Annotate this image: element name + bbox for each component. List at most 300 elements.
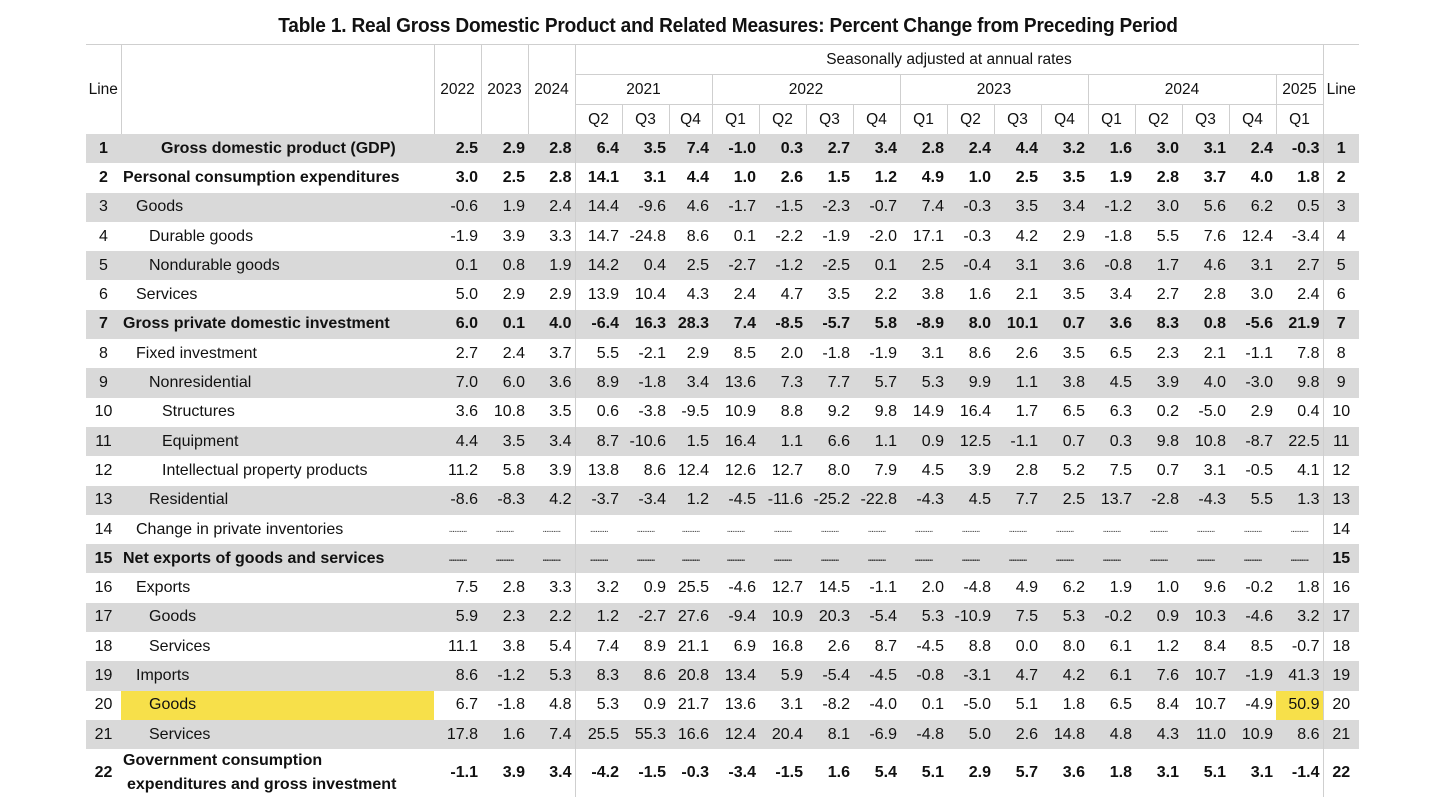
value-cell: 6.0 [481, 368, 528, 397]
value-cell: 2.3 [1156, 344, 1179, 362]
value-cell: 0.9 [900, 427, 947, 456]
value-cell: -1.5 [759, 193, 806, 222]
value-cell: -11.6 [759, 486, 806, 515]
value-cell: 55.3 [622, 720, 669, 749]
value-cell: 11.1 [448, 637, 478, 655]
row-label-text: Services [149, 725, 211, 743]
value-cell: 10.7 [1182, 661, 1229, 690]
value-cell: 6.2 [1229, 193, 1276, 222]
row-label [121, 544, 434, 573]
value-cell: 1.6 [481, 720, 528, 749]
value-cell: -3.0 [1229, 368, 1276, 397]
annual-year-header: 2023 [481, 45, 528, 135]
row-label-text: Goods [149, 696, 197, 714]
value-cell: 4.9 [921, 168, 944, 186]
table-row [86, 368, 1359, 397]
value-cell: -5.4 [853, 603, 900, 632]
value-cell: -4.0 [869, 696, 897, 714]
value-cell: 10.9 [724, 403, 756, 421]
value-cell: 12.7 [771, 461, 803, 479]
value-cell: 1.7 [1135, 251, 1182, 280]
value-cell: 0.4 [1297, 403, 1320, 421]
value-cell: 2.6 [780, 168, 803, 186]
value-cell: 2.6 [1015, 344, 1038, 362]
value-cell: 5.3 [900, 603, 947, 632]
value-cell: -1.8 [497, 696, 525, 714]
value-cell: 3.4 [1109, 286, 1132, 304]
value-cell: 1.6 [1088, 134, 1135, 163]
row-label-text: Gross private domestic investment [123, 315, 390, 333]
line-number-right: 3 [1323, 193, 1359, 222]
empty-cell-dots: .......... [575, 515, 622, 544]
value-cell: 8.8 [968, 637, 991, 655]
value-cell: 2.7 [1276, 251, 1323, 280]
value-cell: 2.5 [669, 251, 712, 280]
year-group-header: 2025 [1276, 75, 1323, 105]
quarter-header: Q3 [994, 105, 1041, 135]
value-cell: 5.3 [1041, 603, 1088, 632]
value-cell: -4.8 [900, 720, 947, 749]
value-cell: 1.9 [528, 251, 575, 280]
row-label-text: Nondurable goods [149, 256, 280, 274]
value-cell: 2.4 [502, 344, 525, 362]
value-cell: 2.5 [434, 134, 481, 163]
value-cell: -10.6 [622, 427, 669, 456]
value-cell: 3.9 [549, 461, 572, 479]
value-cell: 27.6 [669, 603, 712, 632]
empty-cell-dots: .......... [1102, 524, 1121, 535]
table-row [86, 134, 1359, 163]
value-cell: 4.7 [780, 286, 803, 304]
value-cell: 2.3 [481, 603, 528, 632]
empty-cell-dots: .......... [900, 544, 947, 573]
row-label-text: Residential [149, 491, 229, 509]
value-cell: -1.1 [450, 764, 478, 782]
value-cell: -4.6 [1229, 603, 1276, 632]
value-cell: 0.4 [622, 251, 669, 280]
value-cell: 2.0 [780, 344, 803, 362]
value-cell: -8.2 [822, 696, 850, 714]
row-label-text: Net exports of goods and services [123, 549, 385, 567]
empty-cell-dots: .......... [622, 544, 669, 573]
value-cell: 10.4 [634, 286, 666, 304]
value-cell: -22.8 [853, 486, 900, 515]
value-cell: 2.9 [1250, 403, 1273, 421]
value-cell: -5.6 [1229, 310, 1276, 339]
quarter-header: Q4 [669, 105, 712, 135]
table-header [86, 45, 1359, 135]
quarter-header: Q1 [1276, 105, 1323, 135]
value-cell: 3.1 [994, 251, 1041, 280]
row-label [121, 573, 434, 602]
value-cell: 8.8 [780, 403, 803, 421]
value-cell: -4.6 [728, 579, 756, 597]
empty-cell-dots: .......... [994, 544, 1041, 573]
value-cell: 7.9 [874, 461, 897, 479]
value-cell: 4.5 [1088, 368, 1135, 397]
value-cell: 3.6 [528, 368, 575, 397]
value-cell: -2.2 [775, 227, 803, 245]
value-cell: 13.9 [575, 280, 622, 309]
value-cell: -0.4 [947, 251, 994, 280]
value-cell: 8.4 [1156, 696, 1179, 714]
value-cell: 0.1 [733, 227, 756, 245]
value-cell: 2.7 [806, 134, 853, 163]
value-cell: -0.8 [900, 661, 947, 690]
value-cell: 3.6 [1041, 251, 1088, 280]
value-cell: 6.6 [806, 427, 853, 456]
value-cell: 1.2 [1156, 637, 1179, 655]
empty-cell-dots: .......... [820, 524, 839, 535]
value-cell: 4.2 [1015, 227, 1038, 245]
value-cell: 5.1 [1203, 764, 1226, 782]
line-number: 15 [86, 544, 121, 573]
line-number: 2 [99, 168, 108, 186]
year-group-header: 2023 [900, 75, 1088, 105]
quarter-header: Q3 [1182, 105, 1229, 135]
value-cell: 2.2 [874, 286, 897, 304]
value-cell: 1.7 [1015, 403, 1038, 421]
value-cell: -2.1 [638, 344, 666, 362]
value-cell: 12.4 [712, 720, 759, 749]
table-row [86, 427, 1359, 456]
quarter-header: Q4 [1041, 105, 1088, 135]
value-cell: 25.5 [677, 579, 709, 597]
value-cell: 3.5 [1062, 168, 1085, 186]
quarter-header: Q1 [900, 105, 947, 135]
value-cell: -8.6 [434, 486, 481, 515]
value-cell: -3.4 [622, 486, 669, 515]
value-cell: 13.6 [724, 696, 756, 714]
value-cell: 8.6 [434, 661, 481, 690]
value-cell: 0.7 [1156, 461, 1179, 479]
row-label-text: Equipment [162, 432, 239, 450]
value-cell: 0.1 [434, 251, 481, 280]
row-label [121, 398, 434, 427]
value-cell: -5.7 [806, 310, 853, 339]
value-cell: 0.8 [1182, 310, 1229, 339]
value-cell: -3.8 [638, 403, 666, 421]
value-cell: 2.0 [921, 579, 944, 597]
value-cell: 4.6 [1182, 251, 1229, 280]
value-cell: -1.2 [481, 661, 528, 690]
value-cell: 12.6 [724, 461, 756, 479]
empty-cell-dots: .......... [1055, 524, 1074, 535]
value-cell: 0.6 [575, 398, 622, 427]
value-cell: 9.6 [1203, 579, 1226, 597]
value-cell: 2.4 [733, 286, 756, 304]
value-cell: 1.8 [1109, 764, 1132, 782]
value-cell: 14.4 [575, 193, 622, 222]
value-cell: -1.1 [1245, 344, 1273, 362]
value-cell: -0.6 [434, 193, 481, 222]
empty-cell-dots: .......... [712, 544, 759, 573]
value-cell: 5.7 [1015, 764, 1038, 782]
row-label [121, 486, 434, 515]
value-cell: 2.4 [947, 134, 994, 163]
label-header-blank [121, 45, 434, 135]
value-cell: 0.9 [643, 696, 666, 714]
value-cell: 2.9 [968, 764, 991, 782]
value-cell: 8.6 [686, 227, 709, 245]
line-number-right: 9 [1323, 368, 1359, 397]
line-number: 12 [94, 461, 113, 479]
value-cell: 10.1 [994, 310, 1041, 339]
line-number-right: 16 [1323, 573, 1359, 602]
value-cell: 5.0 [455, 286, 478, 304]
value-cell: 9.8 [1276, 368, 1323, 397]
row-label-text: Fixed investment [136, 344, 257, 362]
row-label [121, 603, 434, 632]
value-cell: 11.0 [1182, 720, 1229, 749]
value-cell: 5.4 [874, 764, 897, 782]
value-cell: 21.7 [677, 696, 709, 714]
value-cell: 1.6 [968, 286, 991, 304]
value-cell: 4.0 [1182, 368, 1229, 397]
value-cell: 1.3 [1276, 486, 1323, 515]
quarter-header: Q2 [575, 105, 622, 135]
value-cell: 1.2 [669, 486, 712, 515]
value-cell: 6.7 [455, 696, 478, 714]
value-cell: 14.5 [818, 579, 850, 597]
value-cell: -8.9 [900, 310, 947, 339]
empty-cell-dots: .......... [726, 524, 745, 535]
value-cell: 7.5 [994, 603, 1041, 632]
line-number-right: 13 [1323, 486, 1359, 515]
empty-cell-dots: .......... [542, 524, 561, 535]
table-row [86, 632, 1359, 661]
empty-cell-dots: .......... [867, 524, 886, 535]
empty-cell-dots: .......... [1041, 544, 1088, 573]
value-cell: 14.7 [575, 222, 622, 251]
value-cell: 3.5 [549, 403, 572, 421]
table-row [86, 222, 1359, 251]
value-cell: 5.3 [575, 691, 622, 720]
value-cell: 1.0 [1156, 579, 1179, 597]
line-number-right: 7 [1323, 310, 1359, 339]
value-cell: 3.9 [968, 461, 991, 479]
value-cell: 2.1 [1203, 344, 1226, 362]
quarter-header: Q4 [1229, 105, 1276, 135]
value-cell: 8.5 [1250, 637, 1273, 655]
value-cell: -9.6 [622, 193, 669, 222]
value-cell: -1.2 [759, 251, 806, 280]
line-number: 9 [86, 368, 121, 397]
value-cell: -24.8 [629, 227, 666, 245]
line-number: 1 [86, 134, 121, 163]
value-cell: 10.9 [1229, 720, 1276, 749]
value-cell: 17.8 [434, 720, 481, 749]
value-cell: -0.5 [1245, 461, 1273, 479]
value-cell: 10.8 [1182, 427, 1229, 456]
value-cell: 0.7 [1041, 310, 1088, 339]
value-cell: 50.9 [1276, 691, 1323, 720]
table-title: Table 1. Real Gross Domestic Product and Related Measures: Percent Change from Preceding Period [278, 14, 1178, 37]
value-cell: 0.1 [921, 696, 944, 714]
value-cell: 7.4 [712, 310, 759, 339]
value-cell: 5.8 [502, 461, 525, 479]
empty-cell-dots: .......... [1276, 544, 1323, 573]
row-label-text: Change in private inventories [136, 520, 344, 538]
value-cell: 3.5 [1062, 286, 1085, 304]
value-cell: 7.6 [1135, 661, 1182, 690]
value-cell: -9.5 [681, 403, 709, 421]
value-cell: 7.8 [1297, 344, 1320, 362]
value-cell: 5.6 [1182, 193, 1229, 222]
value-cell: 7.6 [1203, 227, 1226, 245]
value-cell: 3.3 [549, 227, 572, 245]
table-row [86, 661, 1359, 690]
value-cell: 20.8 [669, 661, 712, 690]
value-cell: 14.2 [575, 251, 622, 280]
value-cell: -1.9 [822, 227, 850, 245]
value-cell: 2.8 [502, 579, 525, 597]
value-cell: 4.2 [1041, 661, 1088, 690]
table-row [86, 163, 1359, 192]
value-cell: -4.3 [900, 486, 947, 515]
value-cell: 4.5 [947, 486, 994, 515]
quarter-header: Q2 [1135, 105, 1182, 135]
year-group-header: 2024 [1088, 75, 1276, 105]
line-number: 22 [94, 764, 113, 782]
row-label-line1: Government consumption [123, 752, 323, 770]
value-cell: 2.8 [1015, 461, 1038, 479]
table-row [86, 339, 1359, 368]
table-row [86, 573, 1359, 602]
value-cell: 2.5 [1015, 168, 1038, 186]
value-cell: 20.4 [759, 720, 806, 749]
value-cell: -0.8 [1088, 251, 1135, 280]
value-cell: 12.5 [947, 427, 994, 456]
value-cell: 2.1 [1015, 286, 1038, 304]
value-cell: 5.9 [759, 661, 806, 690]
row-label [121, 632, 434, 661]
value-cell: 3.1 [1156, 764, 1179, 782]
value-cell: 5.2 [1062, 461, 1085, 479]
value-cell: 2.5 [502, 168, 525, 186]
value-cell: -0.7 [853, 193, 900, 222]
value-cell: -1.8 [822, 344, 850, 362]
value-cell: 3.7 [1203, 168, 1226, 186]
value-cell: 8.0 [1062, 637, 1085, 655]
quarter-header: Q2 [759, 105, 806, 135]
value-cell: -1.8 [1104, 227, 1132, 245]
value-cell: 10.9 [759, 603, 806, 632]
value-cell: 11.2 [448, 461, 478, 479]
value-cell: 1.5 [669, 427, 712, 456]
empty-cell-dots: .......... [434, 544, 481, 573]
value-cell: 25.5 [575, 720, 622, 749]
value-cell: 3.6 [455, 403, 478, 421]
gdp-table [86, 44, 1359, 797]
value-cell: 2.5 [900, 251, 947, 280]
value-cell: 2.6 [994, 720, 1041, 749]
value-cell: 3.4 [549, 764, 572, 782]
row-label-text: Exports [136, 579, 191, 597]
value-cell: 3.6 [1088, 310, 1135, 339]
value-cell: 0.2 [1156, 403, 1179, 421]
line-number: 14 [94, 520, 113, 538]
value-cell: -2.3 [806, 193, 853, 222]
value-cell: 5.3 [900, 368, 947, 397]
value-cell: 0.3 [759, 134, 806, 163]
empty-cell-dots: .......... [669, 544, 712, 573]
row-label-text: Imports [136, 666, 190, 684]
value-cell: 4.2 [528, 486, 575, 515]
value-cell: 7.7 [994, 486, 1041, 515]
value-cell: 7.4 [900, 193, 947, 222]
value-cell: 5.5 [575, 339, 622, 368]
line-number-right: 20 [1323, 691, 1359, 720]
row-label [121, 456, 434, 485]
value-cell: -1.0 [712, 134, 759, 163]
value-cell: -4.9 [1245, 696, 1273, 714]
value-cell: 3.4 [853, 134, 900, 163]
line-number-right: 15 [1323, 544, 1359, 573]
table-row [86, 456, 1359, 485]
empty-cell-dots: .......... [448, 524, 467, 535]
value-cell: -0.3 [1276, 134, 1323, 163]
value-cell: -10.9 [947, 603, 994, 632]
value-cell: -1.2 [1088, 193, 1135, 222]
table-row [86, 486, 1359, 515]
value-cell: 17.1 [912, 227, 944, 245]
value-cell: -8.7 [1229, 427, 1276, 456]
empty-cell-dots: .......... [806, 544, 853, 573]
value-cell: -1.9 [450, 227, 478, 245]
value-cell: -2.5 [806, 251, 853, 280]
value-cell: 3.0 [455, 168, 478, 186]
value-cell: 0.9 [643, 579, 666, 597]
table-row [86, 398, 1359, 427]
value-cell: 4.4 [994, 134, 1041, 163]
line-number: 18 [94, 637, 113, 655]
empty-cell-dots: .......... [495, 524, 514, 535]
value-cell: -3.1 [947, 661, 994, 690]
value-cell: 2.4 [1229, 134, 1276, 163]
seasonal-header: Seasonally adjusted at annual rates [575, 45, 1323, 75]
value-cell: 6.0 [434, 310, 481, 339]
empty-cell-dots: .......... [1008, 524, 1027, 535]
empty-cell-dots: .......... [528, 544, 575, 573]
value-cell: -4.5 [916, 637, 944, 655]
value-cell: 6.5 [1062, 403, 1085, 421]
value-cell: 8.6 [1276, 720, 1323, 749]
value-cell: 1.9 [1109, 579, 1132, 597]
line-number-right: 4 [1323, 222, 1359, 251]
row-label-text: Goods [136, 198, 184, 216]
row-label-text: Personal consumption expenditures [123, 168, 400, 186]
value-cell: 7.7 [806, 368, 853, 397]
line-number-right: 10 [1323, 398, 1359, 427]
value-cell: 9.8 [1135, 427, 1182, 456]
value-cell: 3.2 [1276, 603, 1323, 632]
value-cell: 3.5 [1062, 344, 1085, 362]
value-cell: -2.8 [1135, 486, 1182, 515]
table-row [86, 749, 1359, 797]
value-cell: 3.5 [994, 193, 1041, 222]
value-cell: 10.8 [493, 403, 525, 421]
value-cell: 22.5 [1276, 427, 1323, 456]
value-cell: 1.8 [1297, 579, 1320, 597]
value-cell: 3.1 [780, 696, 803, 714]
value-cell: 1.1 [853, 427, 900, 456]
value-cell: 7.5 [1109, 461, 1132, 479]
line-number: 16 [94, 579, 113, 597]
empty-cell-dots: .......... [1290, 524, 1309, 535]
value-cell: -3.4 [1291, 227, 1320, 245]
line-number-right: 17 [1323, 603, 1359, 632]
